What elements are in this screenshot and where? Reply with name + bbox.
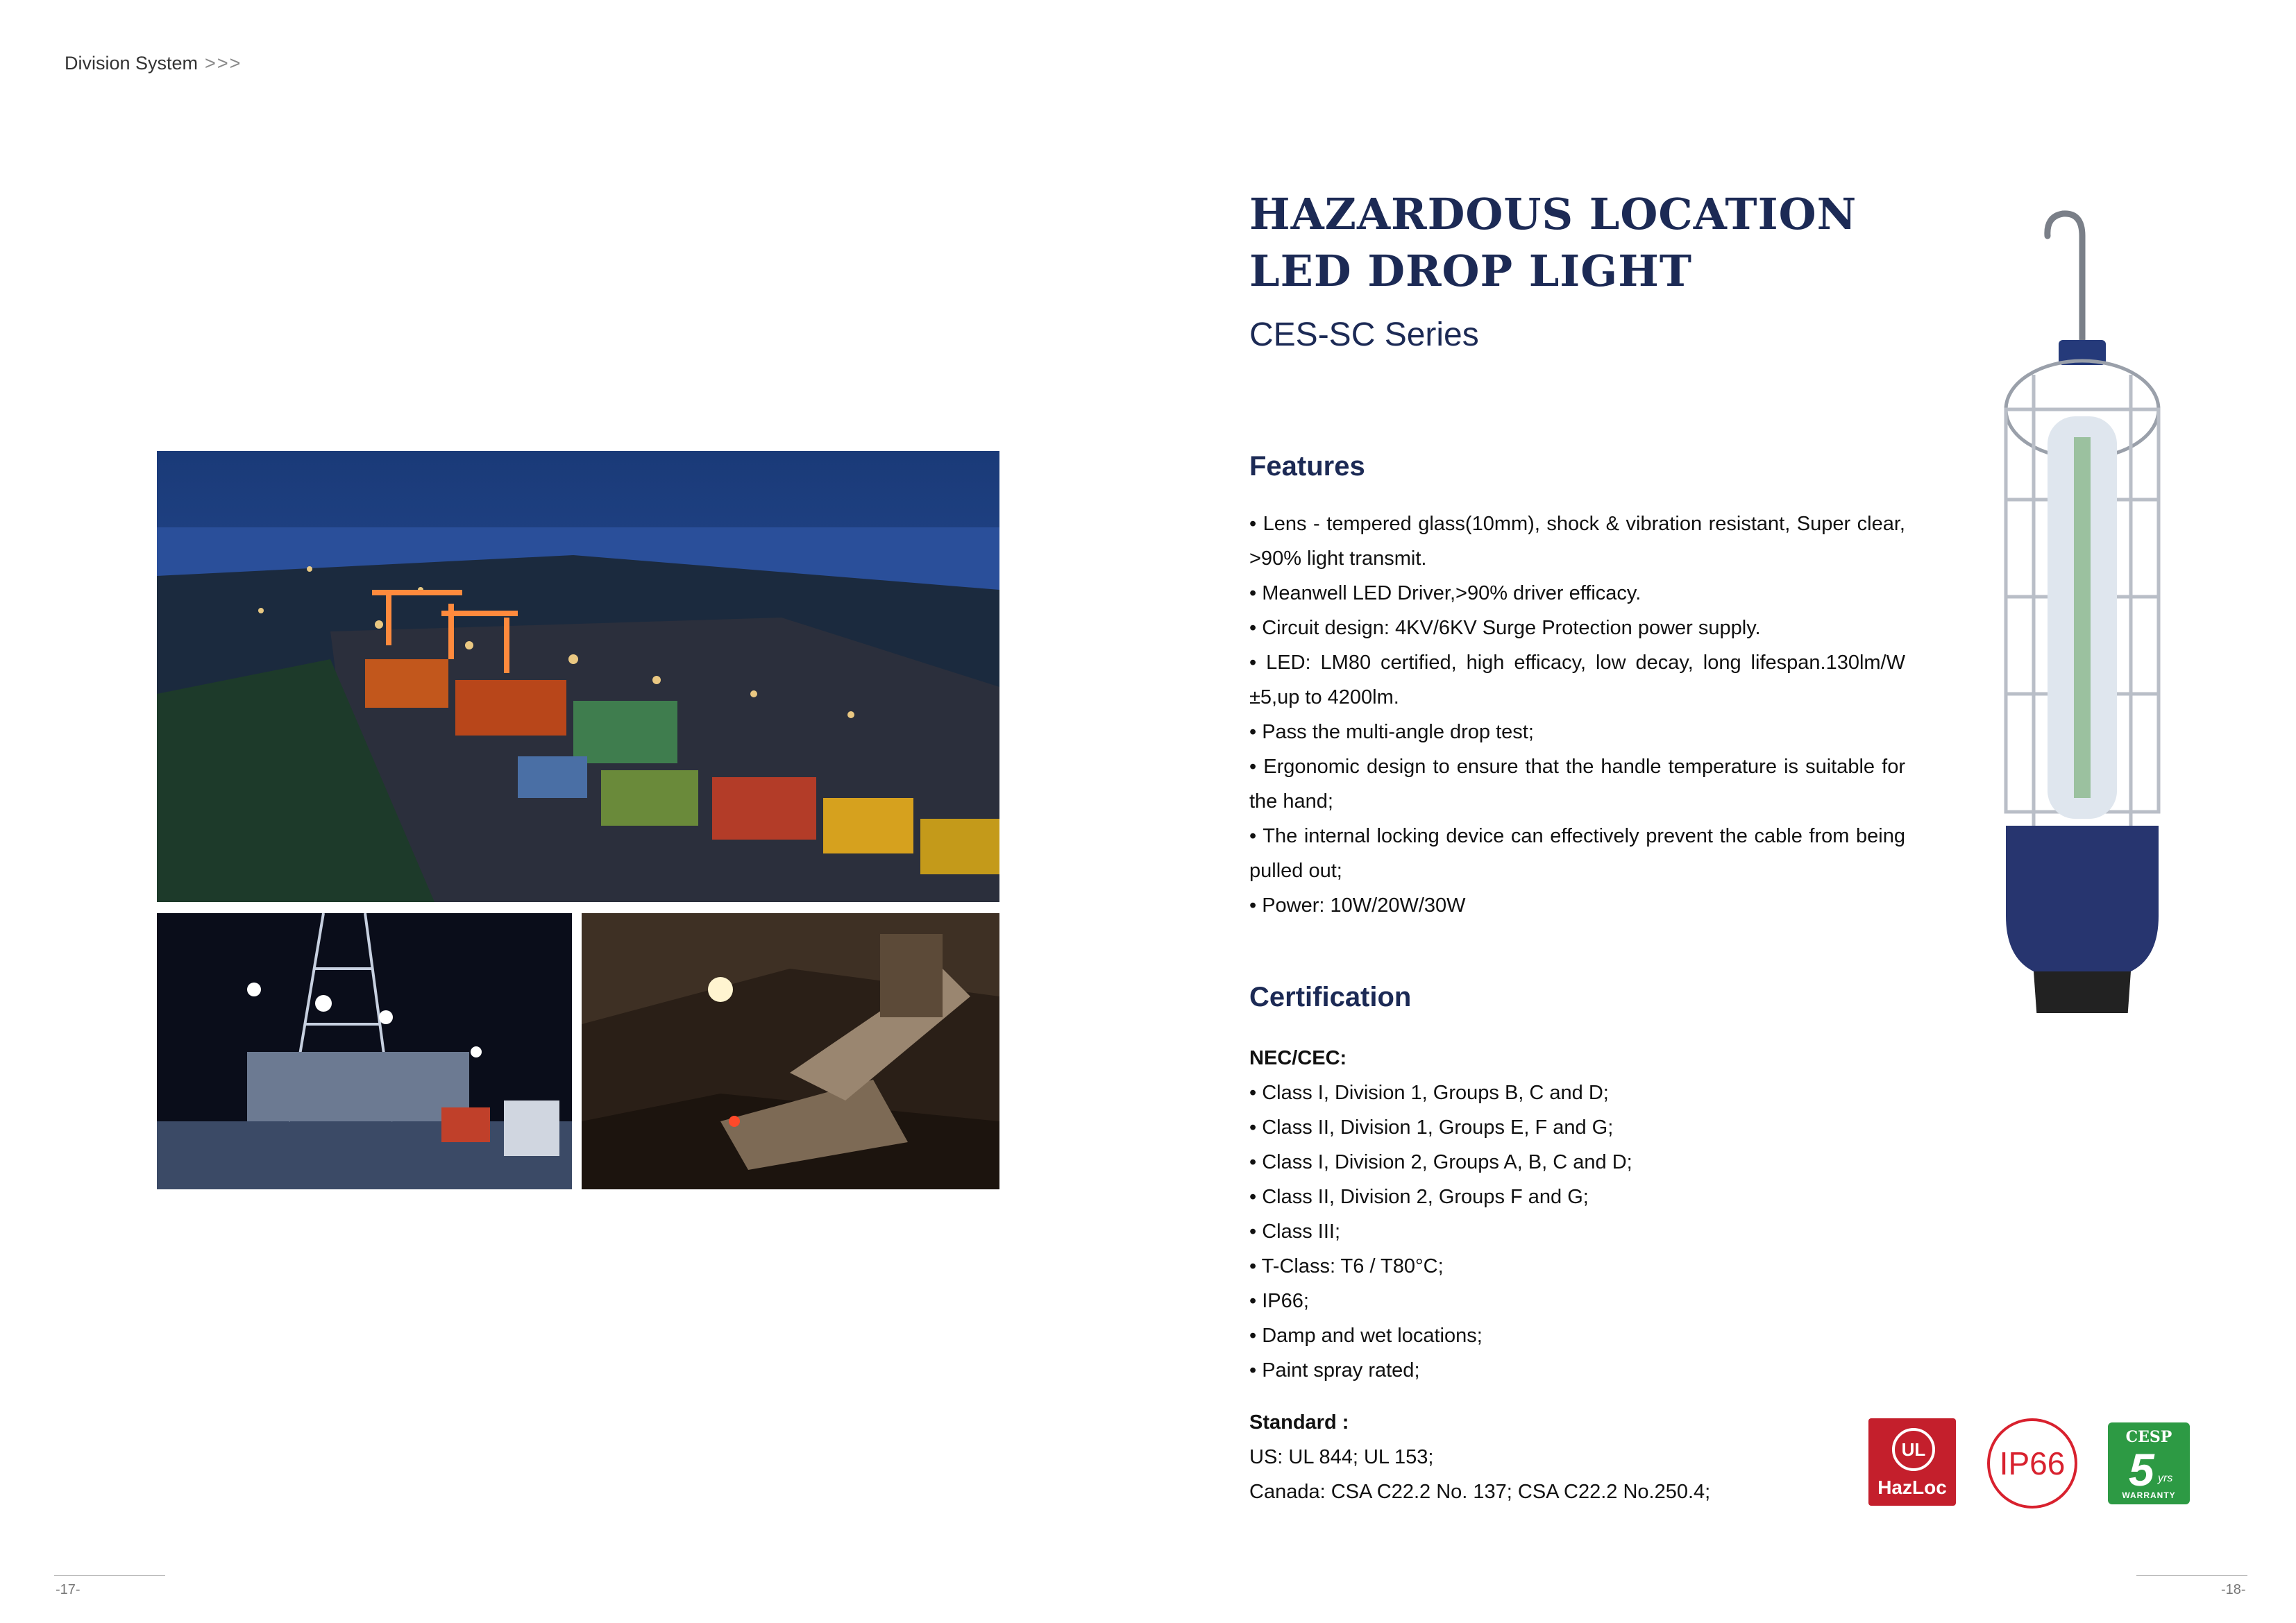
warranty-text: WARRANTY [2122,1490,2176,1500]
feature-item: • LED: LM80 certified, high efficacy, low decay, long lifespan.130lm/W ±5,up to 4200lm. [1249,652,1905,708]
mine-photo [582,913,999,1189]
breadcrumb [65,53,242,74]
feature-item: • Pass the multi-angle drop test; [1249,721,1534,743]
title-line-1: HAZARDOUS LOCATION [1249,189,1857,239]
cert-item: • T-Class: T6 / T80°C; [1249,1255,1444,1277]
breadcrumb-section: Division System [65,53,199,74]
nec-cec-block [1249,1041,1632,1388]
feature-item: • The internal locking device can effectively prevent the cable from being pulled out; [1249,825,1905,882]
warranty-unit: yrs [2158,1472,2173,1484]
footer-divider-left [54,1575,165,1576]
footer-divider-right [2136,1575,2247,1576]
cert-item: • Class I, Division 2, Groups A, B, C and D; [1249,1151,1632,1173]
feature-item: • Lens - tempered glass(10mm), shock & vibration resistant, Super clear, >90% light transmit. [1249,513,1905,570]
oil-rig-photo [157,913,572,1189]
standard-block [1249,1405,1710,1509]
ul-mark: UL [1892,1428,1935,1471]
feature-item: • Ergonomic design to ensure that the handle temperature is suitable for the hand; [1249,756,1905,813]
hazloc-text: HazLoc [1877,1477,1947,1498]
breadcrumb-arrows: >>> [205,53,242,74]
feature-item: • Power: 10W/20W/30W [1249,894,1466,917]
cesp-warranty-badge [2108,1422,2190,1504]
features-list [1249,507,1905,923]
feature-item: • Circuit design: 4KV/6KV Surge Protection power supply. [1249,617,1761,639]
cert-item: • Class II, Division 2, Groups F and G; [1249,1186,1589,1208]
certification-heading: Certification [1249,982,1412,1012]
series-subtitle: CES-SC Series [1249,316,1479,353]
cert-item: • Damp and wet locations; [1249,1325,1483,1347]
nec-cec-list [1249,1076,1632,1388]
standard-us: US: UL 844; UL 153; [1249,1446,1434,1468]
page-title [1249,186,1857,300]
cert-item: • IP66; [1249,1290,1309,1312]
port-photo [157,451,999,902]
page-number-left: -17- [56,1582,81,1597]
cert-item: • Paint spray rated; [1249,1359,1420,1382]
nec-cec-heading: NEC/CEC: [1249,1047,1347,1069]
cert-item: • Class III; [1249,1221,1341,1243]
cert-item: • Class I, Division 1, Groups B, C and D; [1249,1082,1609,1104]
ip66-badge: IP66 [1987,1418,2077,1509]
standard-heading: Standard : [1249,1411,1349,1434]
warranty-years: 5 [2129,1444,2154,1495]
standard-canada: Canada: CSA C22.2 No. 137; CSA C22.2 No.250.4; [1249,1481,1711,1503]
title-line-2: LED DROP LIGHT [1249,246,1692,296]
feature-item: • Meanwell LED Driver,>90% driver efficacy. [1249,582,1641,604]
cert-item: • Class II, Division 1, Groups E, F and G; [1249,1116,1614,1139]
cesp-text: CESP [2125,1428,2172,1446]
page-number-right: -18- [2221,1582,2246,1597]
features-heading: Features [1249,451,1365,482]
ul-hazloc-badge [1868,1418,1956,1506]
drop-light-product-image [1978,208,2186,1013]
